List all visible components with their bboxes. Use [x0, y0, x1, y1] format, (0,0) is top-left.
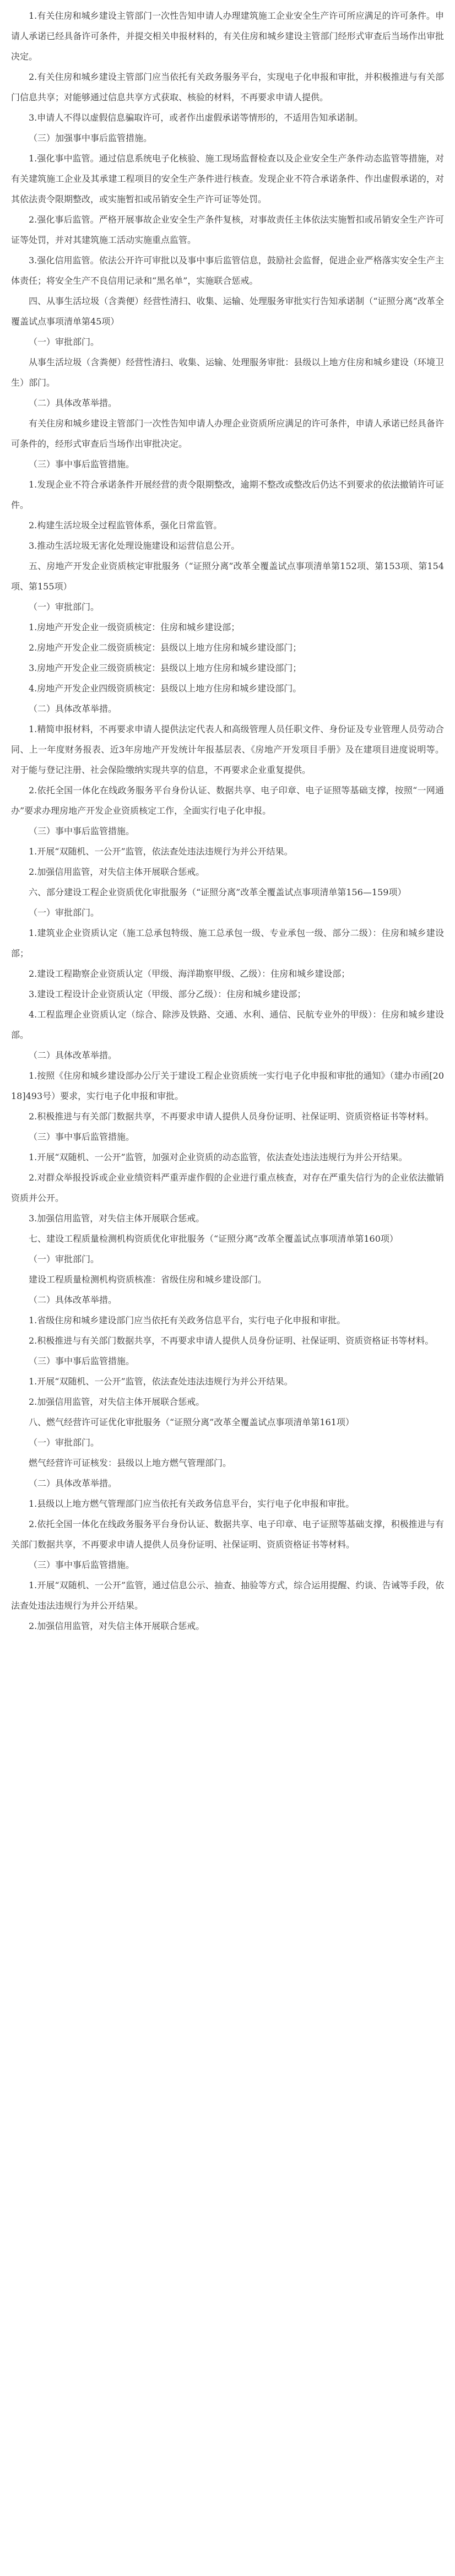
- paragraph: 4.工程监理企业资质认定（综合、除涉及铁路、交通、水利、通信、民航专业外的甲级）：住房和城乡建设部。: [11, 1009, 444, 1040]
- paragraph: 有关住房和城乡建设主管部门一次性告知申请人办理企业资质所应满足的许可条件，申请人承诺已经具备许可条件的，经形式审查后当场作出审批决定。: [11, 418, 444, 449]
- section-heading: （二）具体改革举措。: [29, 398, 117, 408]
- section-heading: （三）加强事中事后监管措施。: [29, 133, 153, 143]
- paragraph: 2.依托全国一体化在线政务服务平台身份认证、数据共享、电子印章、电子证照等基础支撑，积极推进与有关部门数据共享，不再要求申请人提供人员身份证明、社保证明、资质资格证书等材料。: [11, 1519, 444, 1550]
- section-heading: （一）审批部门。: [29, 1437, 100, 1448]
- paragraph: 2.积极推进与有关部门数据共享，不再要求申请人提供人员身份证明、社保证明、资质资格证书等材料。: [29, 1335, 434, 1346]
- paragraph: 2.房地产开发企业二级资质核定：县级以上地方住房和城乡建设部门；: [29, 642, 302, 653]
- paragraph: 1.发现企业不符合承诺条件开展经营的责令限期整改，逾期不整改或整改后仍达不到要求的依法撤销许可证件。: [11, 479, 444, 510]
- paragraph: 3.建设工程设计企业资质认定（甲级、部分乙级）：住房和城乡建设部；: [29, 989, 306, 999]
- paragraph: 1.开展“双随机、一公开”监管，加强对企业资质的动态监管，依法查处违法违规行为并公开结果。: [29, 1152, 408, 1162]
- paragraph: 1.开展“双随机、一公开”监管，通过信息公示、抽查、抽验等方式，综合运用提醒、约谈、告诫等手段，依法查处违法违规行为并公开结果。: [11, 1580, 444, 1611]
- section-heading: （三）事中事后监管措施。: [29, 1356, 135, 1366]
- section-heading: （二）具体改革举措。: [29, 1478, 117, 1489]
- paragraph: 2.加强信用监管，对失信主体开展联合惩戒。: [29, 1397, 205, 1407]
- paragraph: 2.构建生活垃圾全过程监管体系，强化日常监管。: [29, 520, 223, 531]
- paragraph: 3.强化信用监管。依法公开许可审批以及事中事后监管信息，鼓励社会监督，促进企业严格落实安全生产主体责任；将安全生产不良信用记录和“黑名单”，实施联合惩戒。: [11, 255, 444, 286]
- chapter-heading: 八、燃气经营许可证优化审批服务（“证照分离”改革全覆盖试点事项清单第161项）: [29, 1417, 354, 1427]
- paragraph: 1.精简申报材料，不再要求申请人提供法定代表人和高级管理人员任职文件、身份证及专业管理人员劳动合同、上一年度财务报表、近3年房地产开发统计年报基层表、《房地产开发项目手册》及在建项目进度说明等。对于能与登记注册、社会保险缴纳实现共享的信息，不再要求企业重复提供。: [11, 724, 444, 775]
- section-heading: （一）审批部门。: [29, 602, 100, 612]
- paragraph: 3.加强信用监管，对失信主体开展联合惩戒。: [29, 1213, 205, 1224]
- section-heading: （三）事中事后监管措施。: [29, 459, 135, 469]
- paragraph: 1.建筑业企业资质认定（施工总承包特级、施工总承包一级、专业承包一级、部分二级）：住房和城乡建设部；: [11, 928, 444, 959]
- paragraph: 3.推动生活垃圾无害化处理设施建设和运营信息公开。: [29, 540, 240, 551]
- paragraph: 1.省级住房和城乡建设部门应当依托有关政务信息平台，实行电子化申报和审批。: [29, 1315, 346, 1325]
- chapter-heading: 五、房地产开发企业资质核定审批服务（“证照分离”改革全覆盖试点事项清单第152项、第153项、第154项、第155项）: [11, 561, 444, 592]
- chapter-heading: 四、从事生活垃圾（含粪便）经营性清扫、收集、运输、处理服务审批实行告知承诺制（“证照分离”改革全覆盖试点事项清单第45项）: [11, 296, 444, 327]
- paragraph: 2.对群众举报投诉或企业业绩资料严重弄虚作假的企业进行重点核查，对存在严重失信行为的企业依法撤销资质并公开。: [11, 1172, 444, 1203]
- paragraph: 2.加强信用监管，对失信主体开展联合惩戒。: [29, 867, 205, 877]
- paragraph: 1.按照《住房和城乡建设部办公厅关于建设工程企业资质统一实行电子化申报和审批的通知》（建办市函[2018]493号）要求，实行电子化申报和审批。: [11, 1070, 444, 1101]
- paragraph: 1.房地产开发企业一级资质核定：住房和城乡建设部；: [29, 622, 240, 632]
- paragraph: 4.房地产开发企业四级资质核定：县级以上地方住房和城乡建设部门。: [29, 683, 302, 694]
- section-heading: （一）审批部门。: [29, 1254, 100, 1264]
- paragraph: 1.强化事中监管。通过信息系统电子化核验、施工现场监督检查以及企业安全生产条件动态监管等措施，对有关建筑施工企业及其承建工程项目的安全生产条件进行核查。发现企业不符合承诺条件、作出虚假承诺的，对其依法责令限期整改，或实施暂扣或吊销安全生产许可证等处罚。: [11, 153, 444, 204]
- section-heading: （二）具体改革举措。: [29, 1050, 117, 1060]
- paragraph: 2.有关住房和城乡建设主管部门应当依托有关政务服务平台，实现电子化申报和审批，并积极推进与有关部门信息共享；对能够通过信息共享方式获取、核验的材料，不再要求申请人提供。: [11, 72, 444, 102]
- paragraph: 1.开展“双随机、一公开”监管，依法查处违法违规行为并公开结果。: [29, 1376, 293, 1387]
- section-heading: （一）审批部门。: [29, 337, 100, 347]
- paragraph: 从事生活垃圾（含粪便）经营性清扫、收集、运输、处理服务审批：县级以上地方住房和城乡建设（环境卫生）部门。: [11, 357, 444, 388]
- chapter-heading: 六、部分建设工程企业资质优化审批服务（“证照分离”改革全覆盖试点事项清单第156—159项）: [29, 887, 407, 897]
- chapter-heading: 七、建设工程质量检测机构资质优化审批服务（“证照分离”改革全覆盖试点事项清单第160项）: [29, 1233, 398, 1244]
- section-heading: （一）审批部门。: [29, 907, 100, 918]
- paragraph: 2.强化事后监管。严格开展事故企业安全生产条件复核，对事故责任主体依法实施暂扣或吊销安全生产许可证等处罚，并对其建筑施工活动实施重点监管。: [11, 214, 444, 245]
- section-heading: （三）事中事后监管措施。: [29, 1560, 135, 1570]
- paragraph: 3.房地产开发企业三级资质核定：县级以上地方住房和城乡建设部门；: [29, 663, 302, 673]
- paragraph: 1.开展“双随机、一公开”监管，依法查处违法违规行为并公开结果。: [29, 846, 293, 857]
- paragraph: 燃气经营许可证核发：县级以上地方燃气管理部门。: [29, 1458, 232, 1468]
- section-heading: （三）事中事后监管措施。: [29, 1132, 135, 1142]
- section-heading: （二）具体改革举措。: [29, 1295, 117, 1305]
- paragraph: 2.依托全国一体化在线政务服务平台身份认证、数据共享、电子印章、电子证照等基础支撑，按照“一网通办”要求办理房地产开发企业资质核定工作，全面实行电子化申报。: [11, 785, 444, 816]
- section-heading: （三）事中事后监管措施。: [29, 826, 135, 836]
- paragraph: 1.县级以上地方燃气管理部门应当依托有关政务信息平台，实行电子化申报和审批。: [29, 1498, 355, 1509]
- paragraph: 建设工程质量检测机构资质核准：省级住房和城乡建设部门。: [29, 1274, 267, 1285]
- paragraph: 2.积极推进与有关部门数据共享，不再要求申请人提供人员身份证明、社保证明、资质资格证书等材料。: [29, 1111, 434, 1122]
- paragraph: 3.申请人不得以虚假信息骗取许可，或者作出虚假承诺等情形的，不适用告知承诺制。: [29, 112, 364, 123]
- paragraph: 1.有关住房和城乡建设主管部门一次性告知申请人办理建筑施工企业安全生产许可所应满足的许可条件。申请人承诺已经具备许可条件，并提交相关申报材料的，有关住房和城乡建设主管部门经形式审查后当场作出审批决定。: [11, 10, 444, 62]
- paragraph: 2.加强信用监管，对失信主体开展联合惩戒。: [29, 1621, 205, 1631]
- section-heading: （二）具体改革举措。: [29, 703, 117, 714]
- paragraph: 2.建设工程勘察企业资质认定（甲级、海洋勘察甲级、乙级）：住房和城乡建设部；: [29, 968, 350, 979]
